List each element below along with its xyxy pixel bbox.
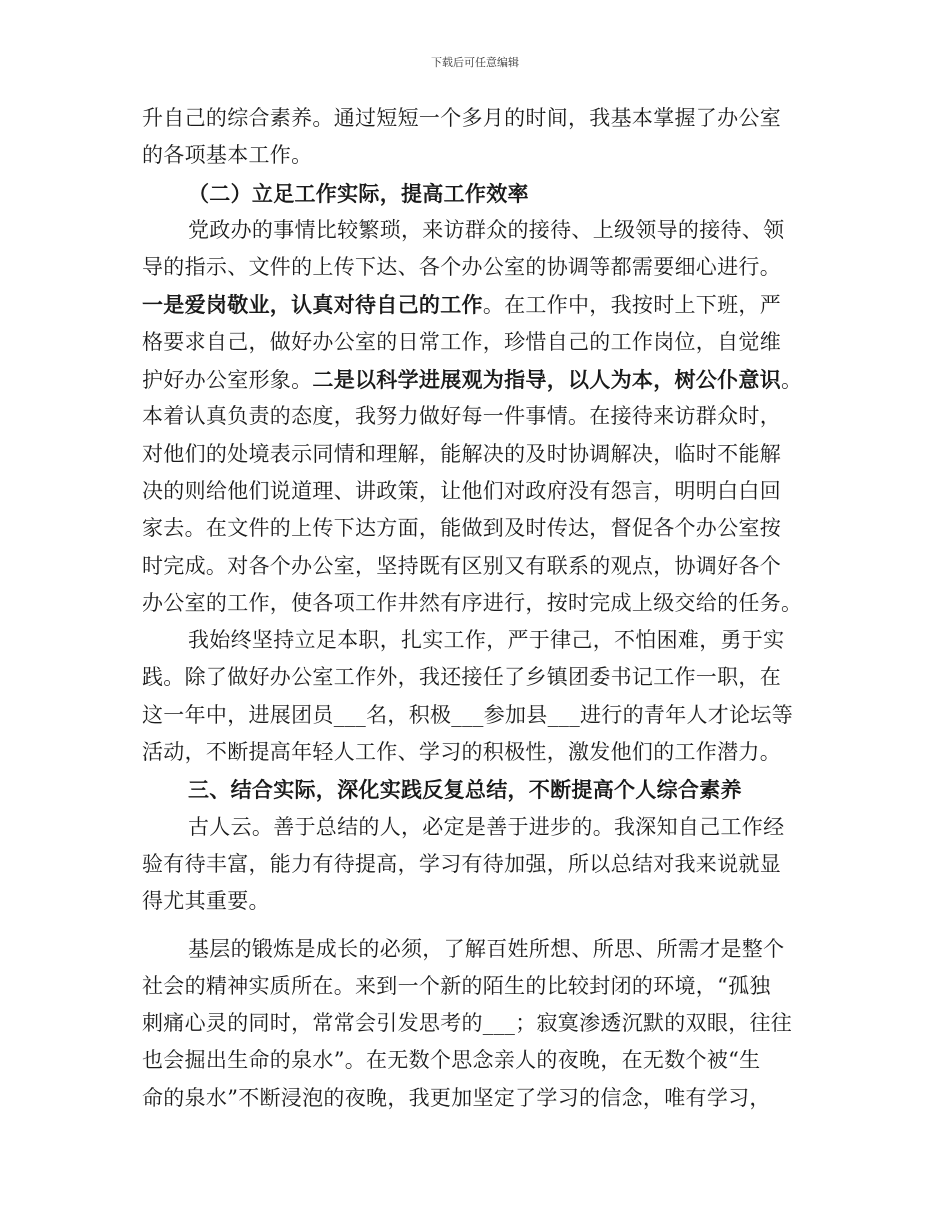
section-heading: （二）立足工作实际，提高工作效率 <box>188 180 529 206</box>
document-body <box>142 100 822 1117</box>
text-line: 也会掘出生命的泉水”。在无数个思念亲人的夜晚，在无数个被“生 <box>142 1048 761 1073</box>
text-line: 活动，不断提高年轻人工作、学习的积极性，激发他们的工作潜力。 <box>142 740 781 765</box>
text-line <box>142 286 822 323</box>
paragraph-gap <box>142 921 822 931</box>
page-header: 下载后可任意编辑 <box>431 56 519 69</box>
text-line: 刺痛心灵的同时，常常会引发思考的___；寂寞渗透沉默的双眼，往往 <box>142 1011 793 1036</box>
text-line: 社会的精神实质所在。来到一个新的陌生的比较封闭的环境，“孤独 <box>142 973 771 998</box>
text-span: 护好办公室形象。 <box>142 368 313 393</box>
text-line: 党政办的事情比较繁琐，来访群众的接待、上级领导的接待、领 <box>188 217 785 242</box>
text-span: 。在工作中，我按时上下班，严 <box>482 293 782 318</box>
text-line: 时完成。对各个办公室，坚持既有区别又有联系的观点，协调好各个 <box>142 553 781 578</box>
text-line: 古人云。善于总结的人，必定是善于进步的。我深知自己工作经 <box>188 814 785 839</box>
text-line: 这一年中，进展团员___名，积极___参加县___进行的青年人才论坛等 <box>142 702 793 727</box>
text-line: 我始终坚持立足本职，扎实工作，严于律己，不怕困难，勇于实 <box>188 628 785 653</box>
text-line <box>142 361 822 398</box>
text-span: 。 <box>781 368 803 393</box>
bold-phrase: 一是爱岗敬业，认真对待自己的工作 <box>142 292 483 318</box>
text-line: 决的则给他们说道理、讲政策，让他们对政府没有怨言，明明白白回 <box>142 478 781 503</box>
text-line: 基层的锻炼是成长的必须，了解百姓所想、所思、所需才是整个 <box>188 936 785 961</box>
text-line: 命的泉水”不断浸泡的夜晚，我更加坚定了学习的信念，唯有学习， <box>142 1085 771 1110</box>
text-line: 格要求自己，做好办公室的日常工作，珍惜自己的工作岗位，自觉维 <box>142 329 781 354</box>
text-line: 升自己的综合素养。通过短短一个多月的时间，我基本掌握了办公室 <box>142 106 781 130</box>
text-line: 家去。在文件的上传下达方面，能做到及时传达，督促各个办公室按 <box>142 516 781 541</box>
text-line: 本着认真负责的态度，我努力做好每一件事情。在接待来访群众时， <box>142 404 781 429</box>
text-line: 得尤其重要。 <box>142 889 270 914</box>
text-line: 的各项基本工作。 <box>142 143 313 168</box>
text-line: 对他们的处境表示同情和理解，能解决的及时协调解决，临时不能解 <box>142 441 781 466</box>
text-line: 践。除了做好办公室工作外，我还接任了乡镇团委书记工作一职，在 <box>142 665 781 690</box>
text-line: 办公室的工作，使各项工作井然有序进行，按时完成上级交给的任务。 <box>142 590 803 615</box>
text-line: 验有待丰富，能力有待提高，学习有待加强，所以总结对我来说就显 <box>142 851 781 876</box>
text-line: 导的指示、文件的上传下达、各个办公室的协调等都需要细心进行。 <box>142 255 781 280</box>
bold-phrase: 二是以科学进展观为指导，以人为本，树公仆意识 <box>312 367 782 393</box>
section-heading: 三、结合实际，深化实践反复总结，不断提高个人综合素养 <box>188 777 742 803</box>
